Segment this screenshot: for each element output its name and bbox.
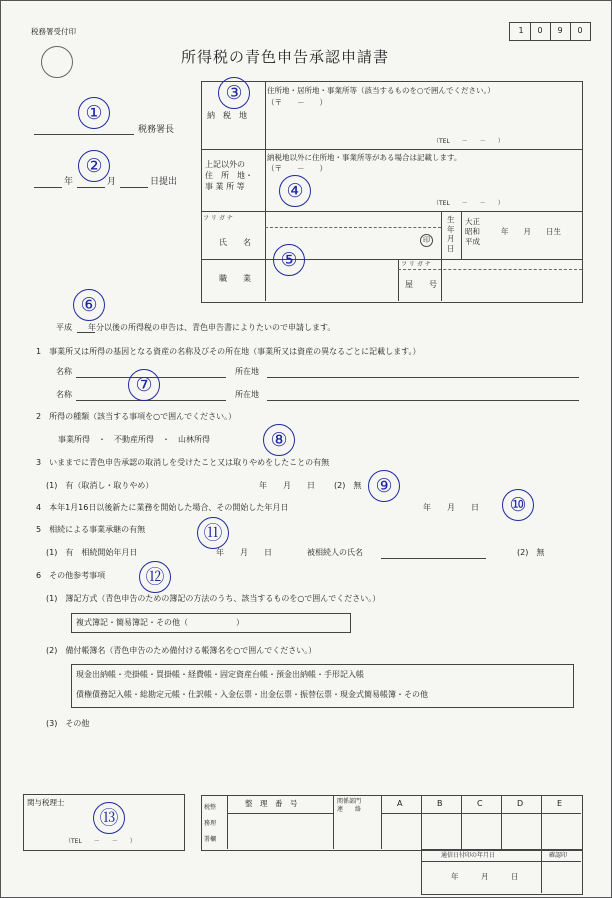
books-line-1[interactable]: 現金出納帳・売掛帳・買掛帳・経費帳・固定資産台帳・預金出納帳・手形記入帳 <box>76 670 364 679</box>
dept-contact-label: 関係部門 連 絡 <box>337 798 362 813</box>
marker-5: ⑤ <box>273 244 305 276</box>
other-address-postal[interactable]: （〒 － ） <box>267 164 327 173</box>
tax-office-suffix: 税務署長 <box>138 125 175 135</box>
section-4-heading: 4 本年1月16日以後新たに業務を開始した場合、その開始した年月日 <box>36 503 289 512</box>
form-digit: 0 <box>577 26 583 35</box>
name-label: 氏 名 <box>219 238 251 247</box>
section-5-heading: 5 相続による事業承継の有無 <box>36 525 146 534</box>
era-options[interactable]: 大正 昭和 平成 <box>465 217 480 246</box>
address-tel[interactable]: （TEL － － ） <box>433 138 504 145</box>
section-1-heading: 1 事業所又は所得の基因となる資産の名称及びその所在地（事業所又は資産の異なるごとに記載します。） <box>36 347 421 356</box>
s1-location-line-1[interactable] <box>267 377 579 378</box>
furigana-label: フ リ ガ ナ <box>203 215 233 222</box>
submit-month-line[interactable] <box>77 187 105 188</box>
notify-ymd[interactable]: 年 月 日 <box>451 872 519 881</box>
furigana2-label: フ リ ガ ナ <box>401 261 431 268</box>
s3-date[interactable]: 年 月 日 <box>259 481 315 490</box>
office-use-label: 税整 務理 署欄 <box>204 804 217 843</box>
submit-year-label: 年 <box>64 177 74 187</box>
submit-month-label: 月 <box>107 177 117 187</box>
seal-mark: 印 <box>420 234 433 247</box>
s4-date[interactable]: 年 月 日 <box>423 503 479 512</box>
col-c: C <box>477 799 483 808</box>
s5-heir-line[interactable] <box>381 558 486 559</box>
accountant-label: 関与税理士 <box>27 798 65 807</box>
form-title: 所得税の青色申告承認申請書 <box>181 48 390 66</box>
marker-7: ⑦ <box>128 369 160 401</box>
other-address-tel[interactable]: （TEL － － ） <box>433 200 504 207</box>
marker-13: ⑬ <box>93 802 125 834</box>
office-stamp-label: 税務署受付印 <box>31 27 76 36</box>
s1-name-label-1: 名称 <box>56 367 72 376</box>
section-6-heading: 6 その他参考事項 <box>36 571 106 580</box>
s6-books-heading: (2) 備付帳簿名（青色申告のため備付ける帳簿名を○で囲んでください。） <box>46 646 317 655</box>
col-b: B <box>437 799 443 808</box>
marker-1: ① <box>78 97 110 129</box>
section-3-heading: 3 いままでに青色申告承認の取消しを受けたこと又は取りやめをしたことの有無 <box>36 458 330 467</box>
bookkeeping-method-box[interactable]: 複式簿記・簡易簿記・その他（ ） <box>71 613 351 633</box>
s1-name-line-2[interactable] <box>76 400 226 401</box>
marker-8: ⑧ <box>263 424 295 456</box>
form-digit: 0 <box>537 26 543 35</box>
s6-bookkeeping-heading: (1) 簿記方式（青色申告のための簿記の方法のうち、該当するものを○で囲んでください。） <box>46 594 381 603</box>
accountant-tel[interactable]: （TEL － － ） <box>65 838 136 845</box>
marker-12: ⑫ <box>139 561 171 593</box>
ref-number-label: 整 理 番 号 <box>245 799 298 808</box>
declaration-text: 平成 年分以後の所得税の申告は、青色申告書によりたいので申請します。 <box>56 323 336 332</box>
s6-other: (3) その他 <box>46 719 90 728</box>
submit-day-label: 日提出 <box>150 177 178 187</box>
address-postal[interactable]: （〒 － ） <box>267 98 327 107</box>
income-type-options[interactable]: 事業所得 ・ 不動産所得 ・ 山林所得 <box>58 435 210 444</box>
books-line-2[interactable]: 債権債務記入帳・総勘定元帳・仕訳帳・入金伝票・出金伝票・振替伝票・現金式簡易帳簿・その他 <box>76 690 428 699</box>
s3-no-option[interactable]: (2) 無 <box>334 481 362 490</box>
s5-heir-label: 被相続人の氏名 <box>307 548 363 557</box>
marker-2: ② <box>78 150 110 182</box>
occupation-label: 職 業 <box>219 274 251 283</box>
col-d: D <box>517 799 524 808</box>
birth-fields[interactable]: 年 月 日生 <box>501 227 561 236</box>
s3-yes-option[interactable]: (1) 有（取消し・取りやめ） <box>46 481 154 490</box>
birth-label: 生 年 月 日 <box>447 215 455 253</box>
marker-9: ⑨ <box>368 470 400 502</box>
s1-name-label-2: 名称 <box>56 390 72 399</box>
notify-date-label: 通信日付印の年月日 <box>441 852 496 859</box>
s5-yes-option[interactable]: (1) 有 相続開始年月日 <box>46 548 138 557</box>
s1-location-label-1: 所在地 <box>235 367 259 376</box>
s5-date[interactable]: 年 月 日 <box>216 548 272 557</box>
marker-10: ⑩ <box>502 489 534 521</box>
form-number-box <box>509 22 591 41</box>
address-hint: 住所地・居所地・事業所等（該当するものを○で囲んでください。） <box>267 86 495 95</box>
submit-year-line[interactable] <box>34 187 62 188</box>
s5-no-option[interactable]: (2) 無 <box>517 548 545 557</box>
form-digit: 9 <box>557 26 563 35</box>
s1-location-label-2: 所在地 <box>235 390 259 399</box>
marker-4: ④ <box>279 175 311 207</box>
col-a: A <box>397 799 403 808</box>
tax-office-line[interactable] <box>34 134 134 135</box>
trade-name-label: 屋 号 <box>405 280 437 289</box>
marker-11: ⑪ <box>197 517 229 549</box>
col-e: E <box>557 799 563 808</box>
s1-location-line-2[interactable] <box>267 400 579 401</box>
confirm-seal-label: 確認印 <box>549 852 568 859</box>
marker-3: ③ <box>218 77 250 109</box>
submit-day-line[interactable] <box>120 187 148 188</box>
taxpayer-address-label: 納 税 地 <box>207 111 247 120</box>
marker-6: ⑥ <box>73 289 105 321</box>
other-address-hint: 納税地以外に住所地・事業所等がある場合は記載します。 <box>267 153 462 162</box>
form-digit: 1 <box>518 26 524 35</box>
section-2-heading: 2 所得の種類（該当する事項を○で囲んでください。） <box>36 412 237 421</box>
office-stamp-circle <box>41 46 73 78</box>
other-address-label: 上記以外の 住 所 地・ 事 業 所 等 <box>205 160 253 191</box>
